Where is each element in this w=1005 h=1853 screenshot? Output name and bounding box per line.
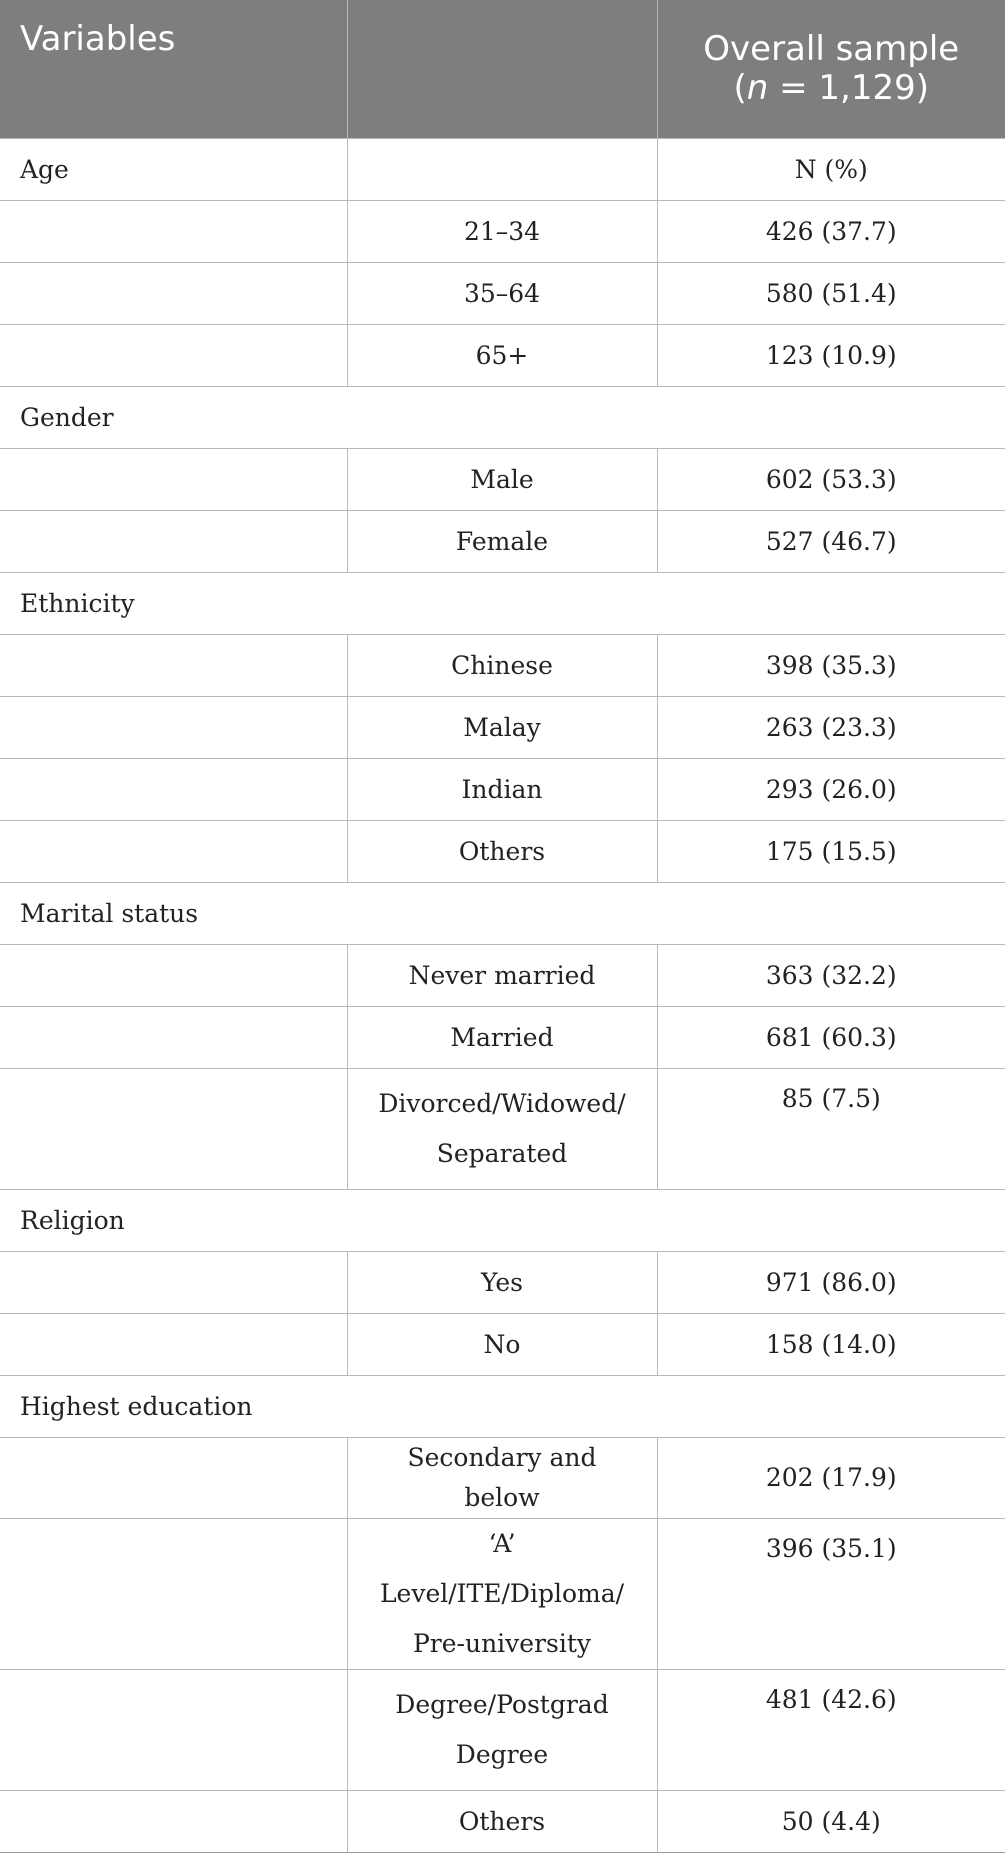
table-row — [0, 1670, 1005, 1791]
table-row — [0, 759, 1005, 821]
table-row — [0, 1252, 1005, 1314]
empty-cell — [0, 821, 347, 883]
table-row — [0, 821, 1005, 883]
header-overall-sample — [657, 0, 1005, 139]
section-row-religion — [0, 1190, 1005, 1252]
category-cell: Secondary and below — [347, 1438, 657, 1519]
category-cell: ‘A’ Level/ITE/Diploma/ Pre-university — [347, 1519, 657, 1670]
empty-cell — [0, 1670, 347, 1791]
table-row — [0, 1438, 1005, 1519]
section-row-marital-status — [0, 883, 1005, 945]
category-cell: 21–34 — [347, 201, 657, 263]
section-label: Gender — [0, 387, 1005, 449]
header-category — [347, 0, 657, 139]
value-cell: 158 (14.0) — [657, 1314, 1005, 1376]
value-cell: 85 (7.5) — [657, 1069, 1005, 1190]
empty-cell — [0, 759, 347, 821]
value-cell: 123 (10.9) — [657, 325, 1005, 387]
section-label: Highest education — [0, 1376, 1005, 1438]
empty-cell — [0, 325, 347, 387]
category-cell: Female — [347, 511, 657, 573]
value-cell: 971 (86.0) — [657, 1252, 1005, 1314]
section-label: Religion — [0, 1190, 1005, 1252]
table-row — [0, 635, 1005, 697]
category-cell: 35–64 — [347, 263, 657, 325]
table-row — [0, 945, 1005, 1007]
section-row-age — [0, 139, 1005, 201]
unit-label: N (%) — [657, 139, 1005, 201]
category-cell: Indian — [347, 759, 657, 821]
category-cell: Degree/Postgrad Degree — [347, 1670, 657, 1791]
value-cell: 293 (26.0) — [657, 759, 1005, 821]
empty-cell — [0, 945, 347, 1007]
table-row — [0, 697, 1005, 759]
empty-cell — [0, 635, 347, 697]
category-cell: Never married — [347, 945, 657, 1007]
empty-cell — [0, 1252, 347, 1314]
value-cell: 398 (35.3) — [657, 635, 1005, 697]
value-cell: 426 (37.7) — [657, 201, 1005, 263]
table-header-row — [0, 0, 1005, 139]
section-label: Marital status — [0, 883, 1005, 945]
table-row — [0, 201, 1005, 263]
category-cell: Divorced/Widowed/ Separated — [347, 1069, 657, 1190]
value-cell: 481 (42.6) — [657, 1670, 1005, 1791]
section-label: Age — [0, 139, 347, 201]
category-cell: 65+ — [347, 325, 657, 387]
value-cell: 681 (60.3) — [657, 1007, 1005, 1069]
table-row — [0, 263, 1005, 325]
value-cell: 396 (35.1) — [657, 1519, 1005, 1670]
table-row — [0, 1519, 1005, 1670]
empty-cell — [0, 1069, 347, 1190]
empty-cell — [0, 449, 347, 511]
category-cell: Chinese — [347, 635, 657, 697]
table-row — [0, 1314, 1005, 1376]
table-row — [0, 325, 1005, 387]
table-row — [0, 1069, 1005, 1190]
category-cell: Malay — [347, 697, 657, 759]
value-cell: 202 (17.9) — [657, 1438, 1005, 1519]
section-row-gender — [0, 387, 1005, 449]
category-cell: Others — [347, 1791, 657, 1853]
table-row — [0, 1791, 1005, 1853]
empty-cell — [0, 1438, 347, 1519]
empty-cell — [0, 1007, 347, 1069]
value-cell: 263 (23.3) — [657, 697, 1005, 759]
value-cell: 602 (53.3) — [657, 449, 1005, 511]
header-variables: Variables — [0, 0, 347, 139]
category-cell: Yes — [347, 1252, 657, 1314]
empty-cell — [0, 201, 347, 263]
header-sample-size: (n = 1,129) — [733, 68, 930, 108]
category-cell: Others — [347, 821, 657, 883]
value-cell: 527 (46.7) — [657, 511, 1005, 573]
empty-cell — [0, 1314, 347, 1376]
category-cell: Male — [347, 449, 657, 511]
empty-cell — [0, 511, 347, 573]
empty-cell — [0, 1519, 347, 1670]
value-cell: 175 (15.5) — [657, 821, 1005, 883]
value-cell: 580 (51.4) — [657, 263, 1005, 325]
category-cell: No — [347, 1314, 657, 1376]
section-row-highest-education — [0, 1376, 1005, 1438]
category-cell: Married — [347, 1007, 657, 1069]
table-row — [0, 511, 1005, 573]
table-row — [0, 1007, 1005, 1069]
empty-cell — [347, 139, 657, 201]
table-row — [0, 449, 1005, 511]
header-overall-sample-line1: Overall sample — [703, 28, 960, 69]
empty-cell — [0, 697, 347, 759]
value-cell: 50 (4.4) — [657, 1791, 1005, 1853]
section-label: Ethnicity — [0, 573, 1005, 635]
value-cell: 363 (32.2) — [657, 945, 1005, 1007]
empty-cell — [0, 263, 347, 325]
empty-cell — [0, 1791, 347, 1853]
section-row-ethnicity — [0, 573, 1005, 635]
